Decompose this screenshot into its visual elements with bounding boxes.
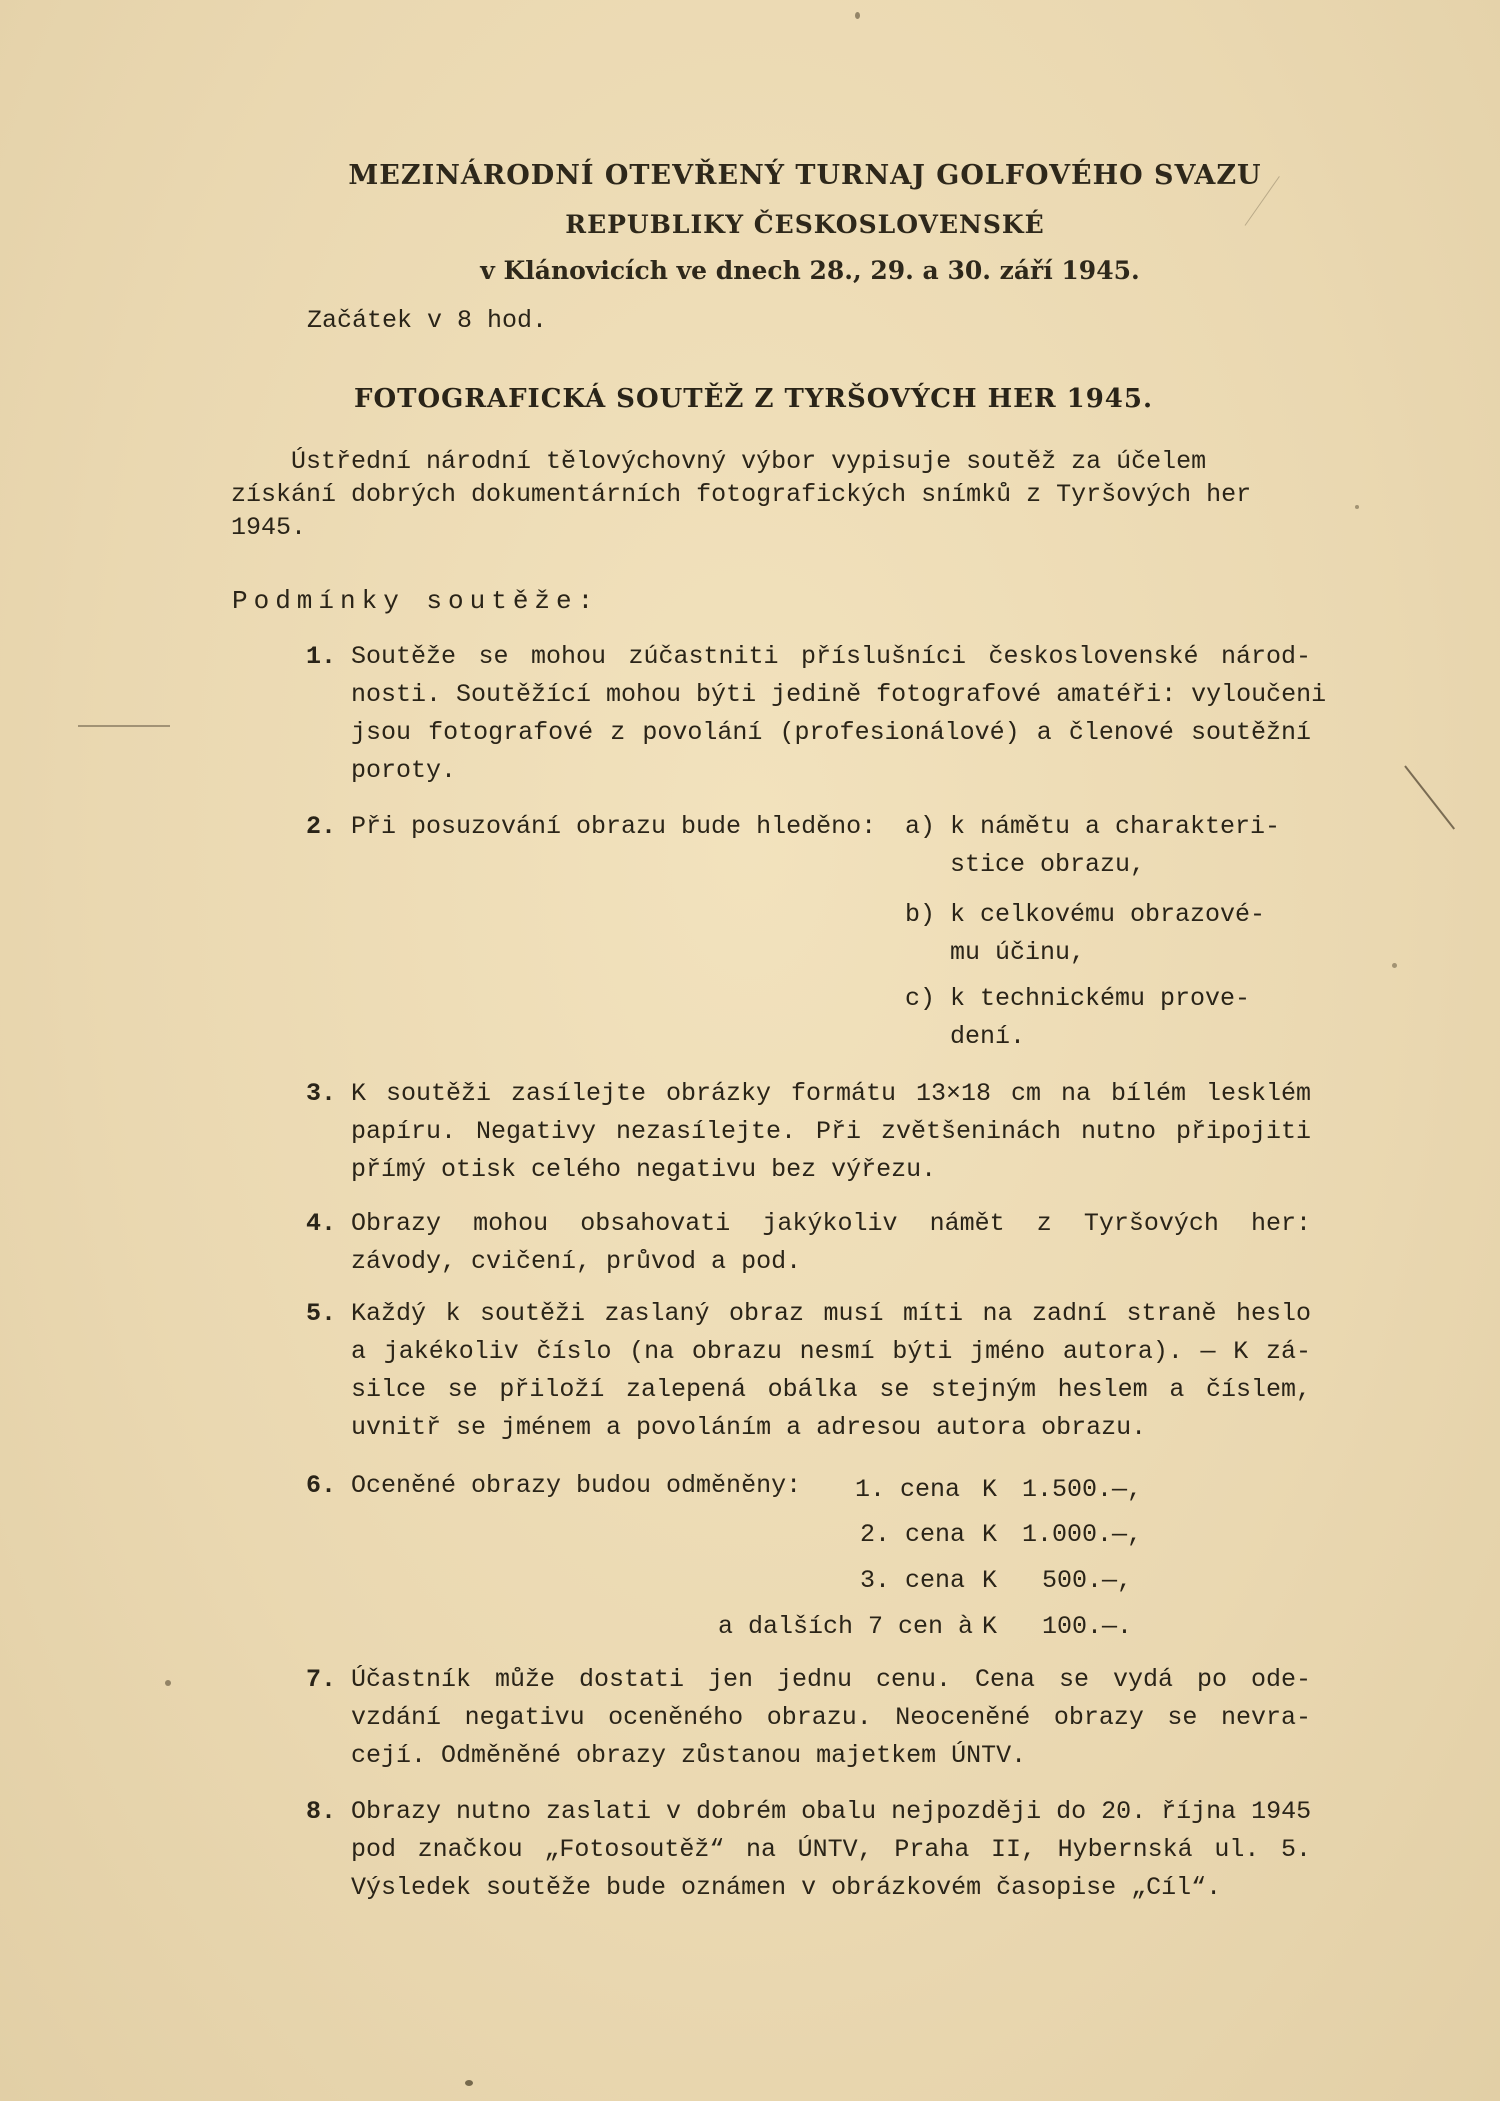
- item-line: pod značkou „Fotosoutěž“ na ÚNTV, Praha II, Hybernská ul. 5.: [351, 1835, 1311, 1864]
- item-line: uvnitř se jménem a povoláním a adresou autora obrazu.: [351, 1413, 1147, 1442]
- item-line: a jakékoliv číslo (na obrazu nesmí býti jméno autora). — K zá-: [351, 1337, 1311, 1366]
- item-line: Obrazy nutno zaslati v dobrém obalu nejpozději do 20. října 1945: [351, 1797, 1312, 1826]
- prize-currency: K: [982, 1475, 998, 1504]
- item-line: Oceněné obrazy budou odměněny:: [351, 1471, 802, 1500]
- criterion-b: [905, 896, 1266, 967]
- prize-label: a dalších 7 cen à: [718, 1612, 974, 1641]
- prize-currency: K: [982, 1612, 998, 1641]
- criterion-line: k celkovému obrazové-: [950, 900, 1266, 929]
- prize-label: 2. cena: [860, 1520, 966, 1549]
- paper-speck: [465, 2080, 473, 2086]
- paper-mark: [78, 725, 170, 727]
- item-line: závody, cvičení, průvod a pod.: [351, 1247, 802, 1276]
- pencil-stroke: [1404, 765, 1455, 829]
- item-line: poroty.: [351, 756, 457, 785]
- paper-speck: [855, 12, 860, 19]
- intro-paragraph: [231, 445, 1311, 544]
- criterion-line: k námětu a charakteri-: [950, 812, 1281, 841]
- prize-amount: 1.000.—,: [1022, 1520, 1143, 1549]
- item-line: K soutěži zasílejte obrázky formátu 13×18 cm na bílém lesklém: [351, 1079, 1311, 1108]
- criterion-line: dení.: [950, 1022, 1026, 1051]
- paper-speck: [1392, 963, 1397, 968]
- conditions-heading: Podmínky soutěže:: [232, 586, 600, 616]
- item-line: vzdání negativu oceněného obrazu. Neoceněné obrazy se nevra-: [351, 1703, 1311, 1732]
- item-line: papíru. Negativy nezasílejte. Při zvětšeninách nutno připojiti: [351, 1117, 1311, 1146]
- prize-amount: 100.—.: [1042, 1612, 1133, 1641]
- item-line: Výsledek soutěže bude oznámen v obrázkovém časopise „Cíl“.: [351, 1873, 1222, 1902]
- item-line: Obrazy mohou obsahovati jakýkoliv námět z Tyršových her:: [351, 1209, 1311, 1238]
- header-line-2: REPUBLIKY ČESKOSLOVENSKÉ: [565, 210, 1045, 239]
- prize-currency: K: [982, 1520, 998, 1549]
- criterion-line: k technickému prove-: [950, 984, 1251, 1013]
- item-line: nosti. Soutěžící mohou býti jedině fotografové amatéři: vyloučeni: [351, 680, 1327, 709]
- item-line: Účastník může dostati jen jednu cenu. Cena se vydá po ode-: [351, 1665, 1311, 1694]
- prize-label: 1. cena: [855, 1475, 961, 1504]
- item-line: Při posuzování obrazu bude hleděno:: [351, 812, 877, 841]
- criterion-letter: c): [905, 984, 936, 1013]
- prize-amount: 500.—,: [1042, 1566, 1133, 1595]
- item-number: 4.: [306, 1209, 337, 1238]
- criterion-letter: a): [905, 812, 936, 841]
- item-number: 3.: [306, 1079, 337, 1108]
- prize-label: 3. cena: [860, 1566, 966, 1595]
- item-number: 2.: [306, 812, 337, 841]
- item-line: cejí. Odměněné obrazy zůstanou majetkem ÚNTV.: [351, 1741, 1027, 1770]
- paper-speck: [1355, 505, 1359, 509]
- item-line: jsou fotografové z povolání (profesionálové) a členové soutěžní: [351, 718, 1311, 747]
- item-number: 6.: [306, 1471, 337, 1500]
- criterion-line: mu účinu,: [950, 938, 1086, 967]
- paper-speck: [165, 1680, 171, 1686]
- prize-currency: K: [982, 1566, 998, 1595]
- item-number: 5.: [306, 1299, 337, 1328]
- criterion-a: [905, 808, 1281, 879]
- document-title: FOTOGRAFICKÁ SOUTĚŽ Z TYRŠOVÝCH HER 1945.: [354, 384, 1154, 414]
- item-line: silce se přiloží zalepená obálka se stejným heslem a číslem,: [351, 1375, 1311, 1404]
- criterion-c: [905, 980, 1251, 1051]
- item-number: 7.: [306, 1665, 337, 1694]
- criterion-line: stice obrazu,: [950, 850, 1146, 879]
- item-number: 8.: [306, 1797, 337, 1826]
- header-line-3: v Klánovicích ve dnech 28., 29. a 30. září 1945.: [480, 256, 1140, 285]
- item-line: Soutěže se mohou zúčastniti příslušníci československé národ-: [351, 642, 1311, 671]
- item-line: Každý k soutěži zaslaný obraz musí míti na zadní straně heslo: [351, 1299, 1311, 1328]
- intro-line: 1945.: [231, 513, 307, 542]
- intro-line: získání dobrých dokumentárních fotografických snímků z Tyršových her: [231, 480, 1252, 509]
- item-line: přímý otisk celého negativu bez výřezu.: [351, 1155, 937, 1184]
- start-time: Začátek v 8 hod.: [307, 306, 548, 335]
- header-line-1: MEZINÁRODNÍ OTEVŘENÝ TURNAJ GOLFOVÉHO SVAZU: [348, 160, 1262, 191]
- item-number: 1.: [306, 642, 337, 671]
- criterion-letter: b): [905, 900, 936, 929]
- prize-amount: 1.500.—,: [1022, 1475, 1143, 1504]
- intro-line: Ústřední národní tělovýchovný výbor vypisuje soutěž za účelem: [291, 447, 1207, 476]
